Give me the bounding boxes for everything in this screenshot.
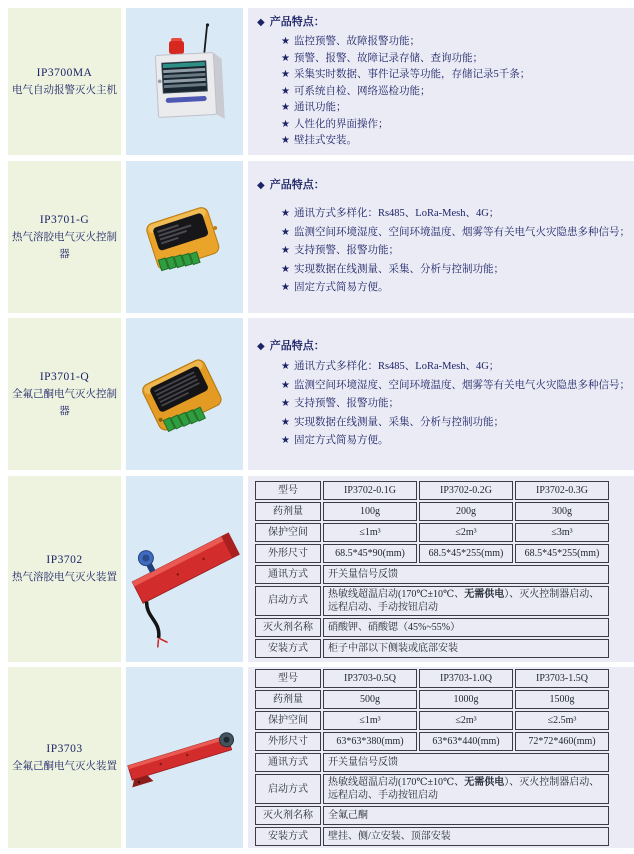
feature-item (248, 205, 634, 224)
star-icon: ★ (281, 118, 290, 130)
features-header (248, 176, 634, 195)
product-name: 全氟己酮电气灭火装置 (12, 760, 117, 772)
feature-text: 可系统自检、网络巡检功能； (293, 85, 431, 97)
spec-value: ≤1m³ (323, 711, 417, 730)
spec-label: 通讯方式 (255, 565, 321, 584)
feature-item (248, 261, 634, 280)
spec-value: IP3702-0.3G (515, 481, 609, 500)
spec-label: 启动方式 (255, 586, 321, 616)
spec-label: 保护空间 (255, 523, 321, 542)
feature-item (248, 84, 634, 101)
no-power-needed-text: 无需供电 (464, 588, 505, 600)
novec-device-product-image (126, 683, 243, 833)
spec-value (323, 586, 609, 616)
spec-label: 安装方式 (255, 827, 321, 846)
product-name-cell (8, 476, 121, 662)
feature-item (248, 377, 634, 396)
spec-value: ≤2.5m³ (515, 711, 609, 730)
spec-value: IP3703-1.0Q (419, 669, 513, 688)
product-image-cell (126, 667, 243, 848)
table-row (255, 690, 609, 709)
product-row-ip3701q (8, 318, 634, 470)
product-row-ip3701g (8, 161, 634, 313)
spec-table-ip3703 (253, 667, 611, 848)
spec-label: 外形尺寸 (255, 732, 321, 751)
spec-value: ≤3m³ (515, 523, 609, 542)
product-model: IP3702 (46, 554, 83, 566)
feature-text: 通讯方式多样化：Rs485、LoRa-Mesh、4G； (293, 361, 500, 373)
feature-text: 预警、报警、故障记录存储、查询功能； (293, 52, 483, 64)
table-row (255, 753, 609, 772)
table-row (255, 502, 609, 521)
table-row (255, 669, 609, 688)
feature-text: 支持预警、报警功能； (293, 398, 399, 410)
start-mode-text: 热敏线超温启动(170℃±10℃、 (328, 777, 465, 788)
spec-label: 灭火剂名称 (255, 618, 321, 637)
star-icon: ★ (281, 398, 290, 410)
features-header (248, 13, 634, 32)
diamond-icon: ◆ (257, 17, 265, 29)
table-row (255, 618, 609, 637)
product-image-cell (126, 476, 243, 662)
feature-text: 实现数据在线测量、采集、分析与控制功能； (293, 416, 504, 428)
spec-value: 63*63*440(mm) (419, 732, 513, 751)
features-header (248, 337, 634, 356)
table-row (255, 565, 609, 584)
product-name-cell (8, 667, 121, 848)
star-icon: ★ (281, 135, 290, 147)
no-power-needed-text: 无需供电 (464, 777, 505, 788)
feature-item (248, 224, 634, 243)
spec-label: 型号 (255, 669, 321, 688)
product-name: 全氟己酮电气灭火控制器 (12, 388, 117, 417)
feature-text: 壁挂式安装。 (293, 135, 357, 147)
product-name-block (8, 369, 121, 420)
product-model: IP3700MA (36, 66, 93, 79)
product-model: IP3701-G (39, 213, 90, 226)
feature-item (248, 34, 634, 51)
feature-text: 支持预警、报警功能； (293, 245, 399, 257)
spec-value: 硝酸钾、硝酸锶（45%~55%） (323, 618, 609, 637)
product-image-cell (126, 318, 243, 470)
product-name: 热气溶胶电气灭火装置 (12, 572, 117, 583)
product-row-ip3702 (8, 476, 634, 662)
feature-item (248, 358, 634, 377)
table-row (255, 732, 609, 751)
spec-value: IP3703-1.5Q (515, 669, 609, 688)
product-image-cell (126, 8, 243, 155)
feature-text: 固定方式简易方便。 (293, 435, 389, 447)
diamond-icon: ◆ (257, 180, 265, 192)
feature-item (248, 133, 634, 150)
star-icon: ★ (281, 245, 290, 257)
spec-label: 安装方式 (255, 639, 321, 658)
feature-item (248, 100, 634, 117)
spec-value: 100g (323, 502, 417, 521)
feature-item (248, 432, 634, 451)
product-name-block (12, 552, 117, 586)
spec-value: 200g (419, 502, 513, 521)
spec-value: IP3703-0.5Q (323, 669, 417, 688)
catalog-page (8, 8, 634, 848)
spec-value: 壁挂、侧/立安装、顶部安装 (323, 827, 609, 846)
spec-value: 1500g (515, 690, 609, 709)
table-row (255, 711, 609, 730)
spec-value: 柜子中部以下侧装或底部安装 (323, 639, 609, 658)
product-name-block (12, 741, 117, 775)
star-icon: ★ (281, 282, 290, 294)
table-row (255, 827, 609, 846)
product-spec-cell (248, 476, 634, 662)
feature-item (248, 242, 634, 261)
star-icon: ★ (281, 208, 290, 220)
spec-value: 68.5*45*90(mm) (323, 544, 417, 563)
start-mode-text: ）、灭火控制器启动、远程启动、手动按钮启动 (328, 588, 600, 613)
product-features-cell (248, 8, 634, 155)
spec-value: 63*63*380(mm) (323, 732, 417, 751)
aerosol-device-product-image (126, 489, 243, 649)
spec-table-ip3702 (253, 479, 611, 660)
spec-value: ≤1m³ (323, 523, 417, 542)
product-model: IP3703 (46, 742, 83, 755)
spec-value: 300g (515, 502, 609, 521)
feature-item (248, 51, 634, 68)
star-icon: ★ (281, 102, 290, 114)
table-row (255, 639, 609, 658)
aerosol-controller-product-image (130, 172, 240, 302)
spec-value: 500g (323, 690, 417, 709)
spec-label: 保护空间 (255, 711, 321, 730)
alarm-host-product-image (133, 20, 237, 144)
table-row (255, 523, 609, 542)
table-row (255, 481, 609, 500)
start-mode-text: ）、灭火控制器启动、远程启动、手动按钮启动 (328, 777, 600, 801)
product-name: 热气溶胶电气灭火控制器 (12, 231, 117, 260)
product-name-cell (8, 8, 121, 155)
feature-text: 通讯方式多样化：Rs485、LoRa-Mesh、4G； (293, 208, 500, 220)
spec-value: 开关量信号反馈 (323, 753, 609, 772)
spec-value: 开关量信号反馈 (323, 565, 609, 584)
feature-text: 监测空间环境湿度、空间环境温度、烟雾等有关电气火灾隐患多种信号； (293, 379, 630, 391)
spec-value: IP3702-0.2G (419, 481, 513, 500)
spacer (248, 197, 634, 205)
star-icon: ★ (281, 416, 290, 428)
spec-label: 药剂量 (255, 690, 321, 709)
table-row (255, 544, 609, 563)
star-icon: ★ (281, 379, 290, 391)
spec-label: 型号 (255, 481, 321, 500)
product-name-block (12, 65, 117, 99)
spec-value: 72*72*460(mm) (515, 732, 609, 751)
spec-value: 1000g (419, 690, 513, 709)
feature-item (248, 67, 634, 84)
spec-value (323, 774, 609, 804)
star-icon: ★ (281, 226, 290, 238)
spec-value: 全氟己酮 (323, 806, 609, 825)
feature-item (248, 395, 634, 414)
spec-label: 启动方式 (255, 774, 321, 804)
star-icon: ★ (281, 52, 290, 64)
features-header-label: 产品特点： (269, 16, 325, 29)
spec-label: 灭火剂名称 (255, 806, 321, 825)
feature-item (248, 117, 634, 134)
star-icon: ★ (281, 263, 290, 275)
star-icon: ★ (281, 85, 290, 97)
star-icon: ★ (281, 36, 290, 48)
feature-text: 通讯功能； (293, 102, 347, 114)
feature-text: 监控预警、故障报警功能； (293, 36, 420, 48)
feature-text: 监测空间环境湿度、空间环境温度、烟雾等有关电气火灾隐患多种信号； (293, 226, 630, 238)
table-row (255, 774, 609, 804)
features-header-label: 产品特点： (269, 179, 325, 192)
product-row-ip3700ma (8, 8, 634, 155)
feature-text: 固定方式简易方便。 (293, 282, 389, 294)
table-row (255, 806, 609, 825)
spec-value: IP3702-0.1G (323, 481, 417, 500)
spec-value: 68.5*45*255(mm) (515, 544, 609, 563)
features-header-label: 产品特点： (269, 340, 325, 353)
product-features-cell (248, 161, 634, 313)
spec-value: 68.5*45*255(mm) (419, 544, 513, 563)
product-name-cell (8, 318, 121, 470)
star-icon: ★ (281, 361, 290, 373)
product-image-cell (126, 161, 243, 313)
spec-value: ≤2m³ (419, 523, 513, 542)
star-icon: ★ (281, 435, 290, 447)
feature-text: 人性化的界面操作； (293, 118, 389, 130)
feature-text: 实现数据在线测量、采集、分析与控制功能； (293, 263, 504, 275)
diamond-icon: ◆ (257, 341, 265, 353)
spec-value: ≤2m³ (419, 711, 513, 730)
table-row (255, 586, 609, 616)
feature-text: 采集实时数据、事件记录等功能，存储记录5千条； (293, 69, 531, 81)
product-name: 电气自动报警灭火主机 (12, 84, 117, 96)
product-row-ip3703 (8, 667, 634, 848)
star-icon: ★ (281, 69, 290, 81)
spec-label: 通讯方式 (255, 753, 321, 772)
feature-item (248, 279, 634, 298)
spec-label: 药剂量 (255, 502, 321, 521)
product-features-cell (248, 318, 634, 470)
product-name-cell (8, 161, 121, 313)
spec-label: 外形尺寸 (255, 544, 321, 563)
product-spec-cell (248, 667, 634, 848)
novec-controller-product-image (130, 329, 240, 459)
product-model: IP3701-Q (39, 370, 90, 383)
feature-item (248, 414, 634, 433)
start-mode-text: 热敏线超温启动(170℃±10℃、 (328, 588, 465, 600)
product-name-block (8, 212, 121, 263)
